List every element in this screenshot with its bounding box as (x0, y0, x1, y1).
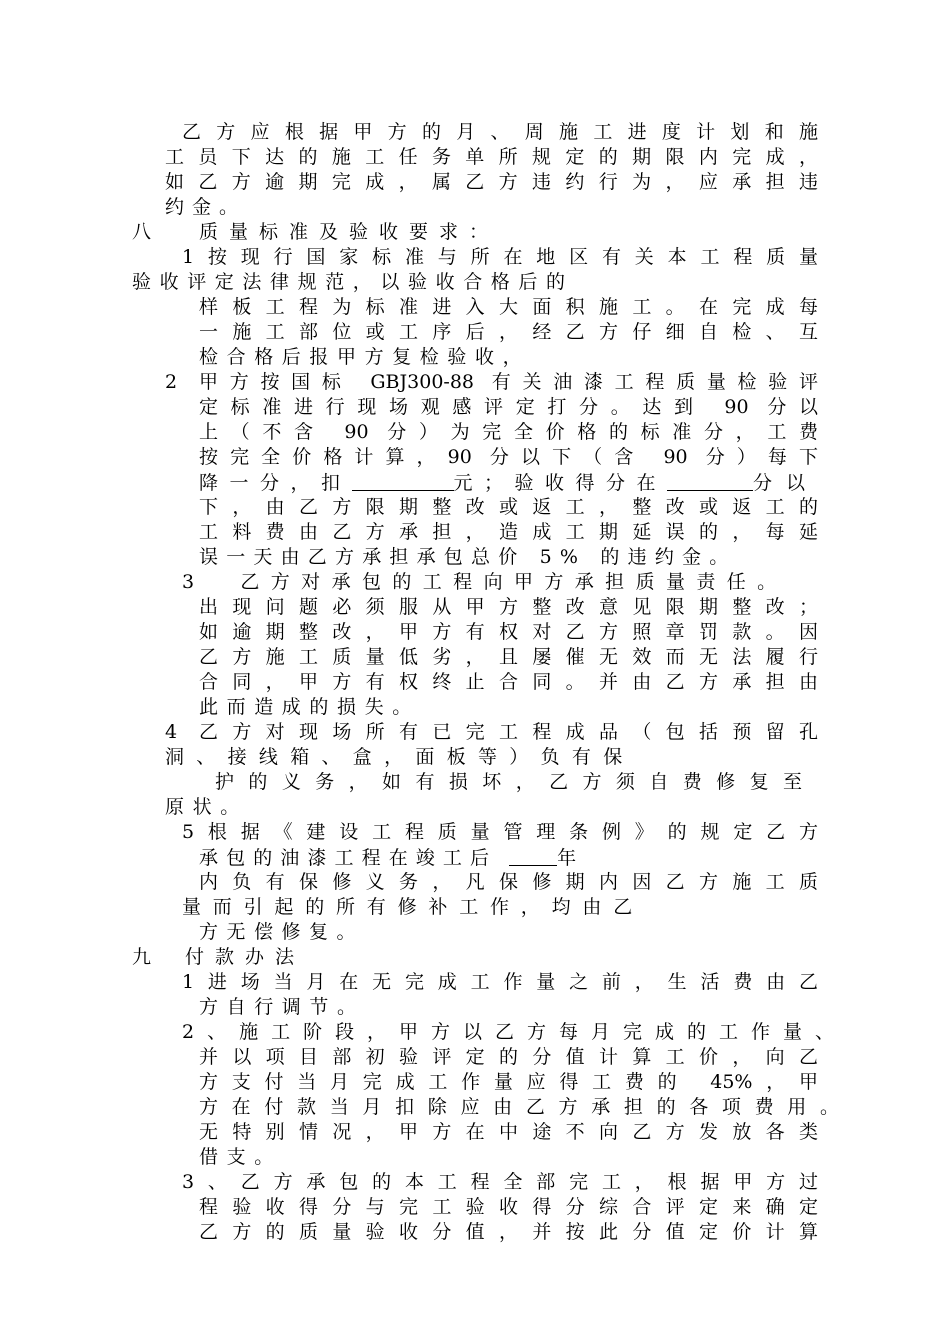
deduction-amount-blank (352, 470, 454, 491)
clause-line: 方在付款当月扣除应由乙方承担的各项费用。 (199, 1096, 839, 1118)
section-title: 付款办法 (185, 946, 306, 968)
clause-text: 元；验收得分在 (453, 472, 668, 494)
intro-line: 工员下达的施工任务单所规定的期限内完成， (165, 146, 818, 168)
clause-line: 内负有保修义务，凡保修期内因乙方施工质 (199, 871, 818, 893)
clause-line: 2、施工阶段，甲方以乙方每月完成的工作量、 (182, 1021, 834, 1043)
clause-line: 原状。 (165, 796, 248, 818)
clause-line: 出现问题必须服从甲方整改意见限期整改； (199, 596, 818, 618)
clause-line: 误一天由乙方承担承包总价 5% 的违约金。 (199, 546, 737, 568)
clause-line: 此而造成的损失。 (199, 696, 420, 718)
warranty-years-blank (509, 845, 557, 866)
clause-line: 1按现行国家标准与所在地区有关本工程质量 (182, 246, 818, 268)
clause-text: 降一分，扣 (199, 472, 352, 494)
intro-line: 约金。 (165, 196, 247, 218)
section-number: 九 (132, 946, 152, 968)
clause-text: 承包的油漆工程在竣工后 (199, 847, 498, 869)
clause-line: 工料费由乙方承担，造成工期延误的，每延 (199, 521, 818, 543)
clause-line: 乙方的质量验收分值，并按此分值定价计算 (199, 1221, 818, 1243)
score-threshold-blank (667, 470, 753, 491)
clause-line: 验收评定法律规范，以验收合格后的 (132, 271, 574, 293)
clause-line: 程验收得分与完工验收得分综合评定来确定 (199, 1196, 818, 1218)
clause-line: 乙方对现场所有已完工程成品（包括预留孔 (199, 721, 818, 743)
clause-line: 并以项目部初验评定的分值计算工价，向乙 (199, 1046, 818, 1068)
clause-line: 5根据《建设工程质量管理条例》的规定乙方 (182, 821, 818, 843)
clause-text: 年 (557, 847, 577, 869)
clause-line: 3、乙方承包的本工程全部完工，根据甲方过 (182, 1171, 818, 1193)
clause-line: 量而引起的所有修补工作，均由乙 (182, 896, 645, 918)
clause-line: 1进场当月在无完成工作量之前，生活费由乙 (182, 971, 818, 993)
clause-line: 借支。 (199, 1146, 282, 1168)
clause-line: 方无偿修复。 (199, 921, 365, 943)
clause-line: 样板工程为标准进入大面积施工。在完成每 (199, 296, 818, 318)
clause-line: 护的义务，如有损坏，乙方须自费修复至 (215, 771, 802, 793)
clause-line: 3 乙方对承包的工程向甲方承担质量责任。 (182, 571, 788, 593)
clause-line: 方自行调节。 (199, 996, 365, 1018)
clause-text: 分以 (753, 472, 806, 494)
intro-line: 乙方应根据甲方的月、周施工进度计划和施 (182, 121, 818, 143)
clause-line: 如逾期整改，甲方有权对乙方照章罚款。因 (199, 621, 818, 643)
clause-line: 定标准进行现场观感评定打分。达到 90 分以 (199, 396, 818, 418)
section-number: 八 (132, 221, 152, 243)
clause-number: 2 (165, 371, 178, 393)
clause-line: 甲方按国标 GBJ300-88 有关油漆工程质量检验评 (199, 371, 818, 393)
clause-line: 方支付当月完成工作量应得工费的 45%，甲 (199, 1071, 818, 1093)
clause-line: 乙方施工质量低劣，且屡催无效而无法履行 (199, 646, 818, 668)
clause-line: 上（不含 90 分）为完全价格的标准分，工费 (199, 421, 818, 443)
clause-number: 4 (165, 721, 178, 743)
clause-line: 洞、接线箱、盒，面板等）负有保 (165, 746, 635, 768)
clause-line: 一施工部位或工序后，经乙方仔细自检、互 (199, 321, 818, 343)
clause-line: 按完全价格计算，90 分以下（含 90 分）每下 (199, 446, 818, 468)
clause-line: 无特别情况，甲方在中途不向乙方发放各类 (199, 1121, 818, 1143)
clause-line: 检合格后报甲方复检验收， (199, 346, 531, 368)
intro-line: 如乙方逾期完成，属乙方违约行为，应承担违 (165, 171, 818, 193)
section-title: 质量标准及验收要求： (199, 221, 500, 243)
clause-line-with-blank (199, 845, 576, 869)
clause-line: 下，由乙方限期整改或返工，整改或返工的 (199, 496, 818, 518)
clause-line-with-blanks (199, 470, 805, 494)
clause-line: 合同，甲方有权终止合同。并由乙方承担由 (199, 671, 818, 693)
